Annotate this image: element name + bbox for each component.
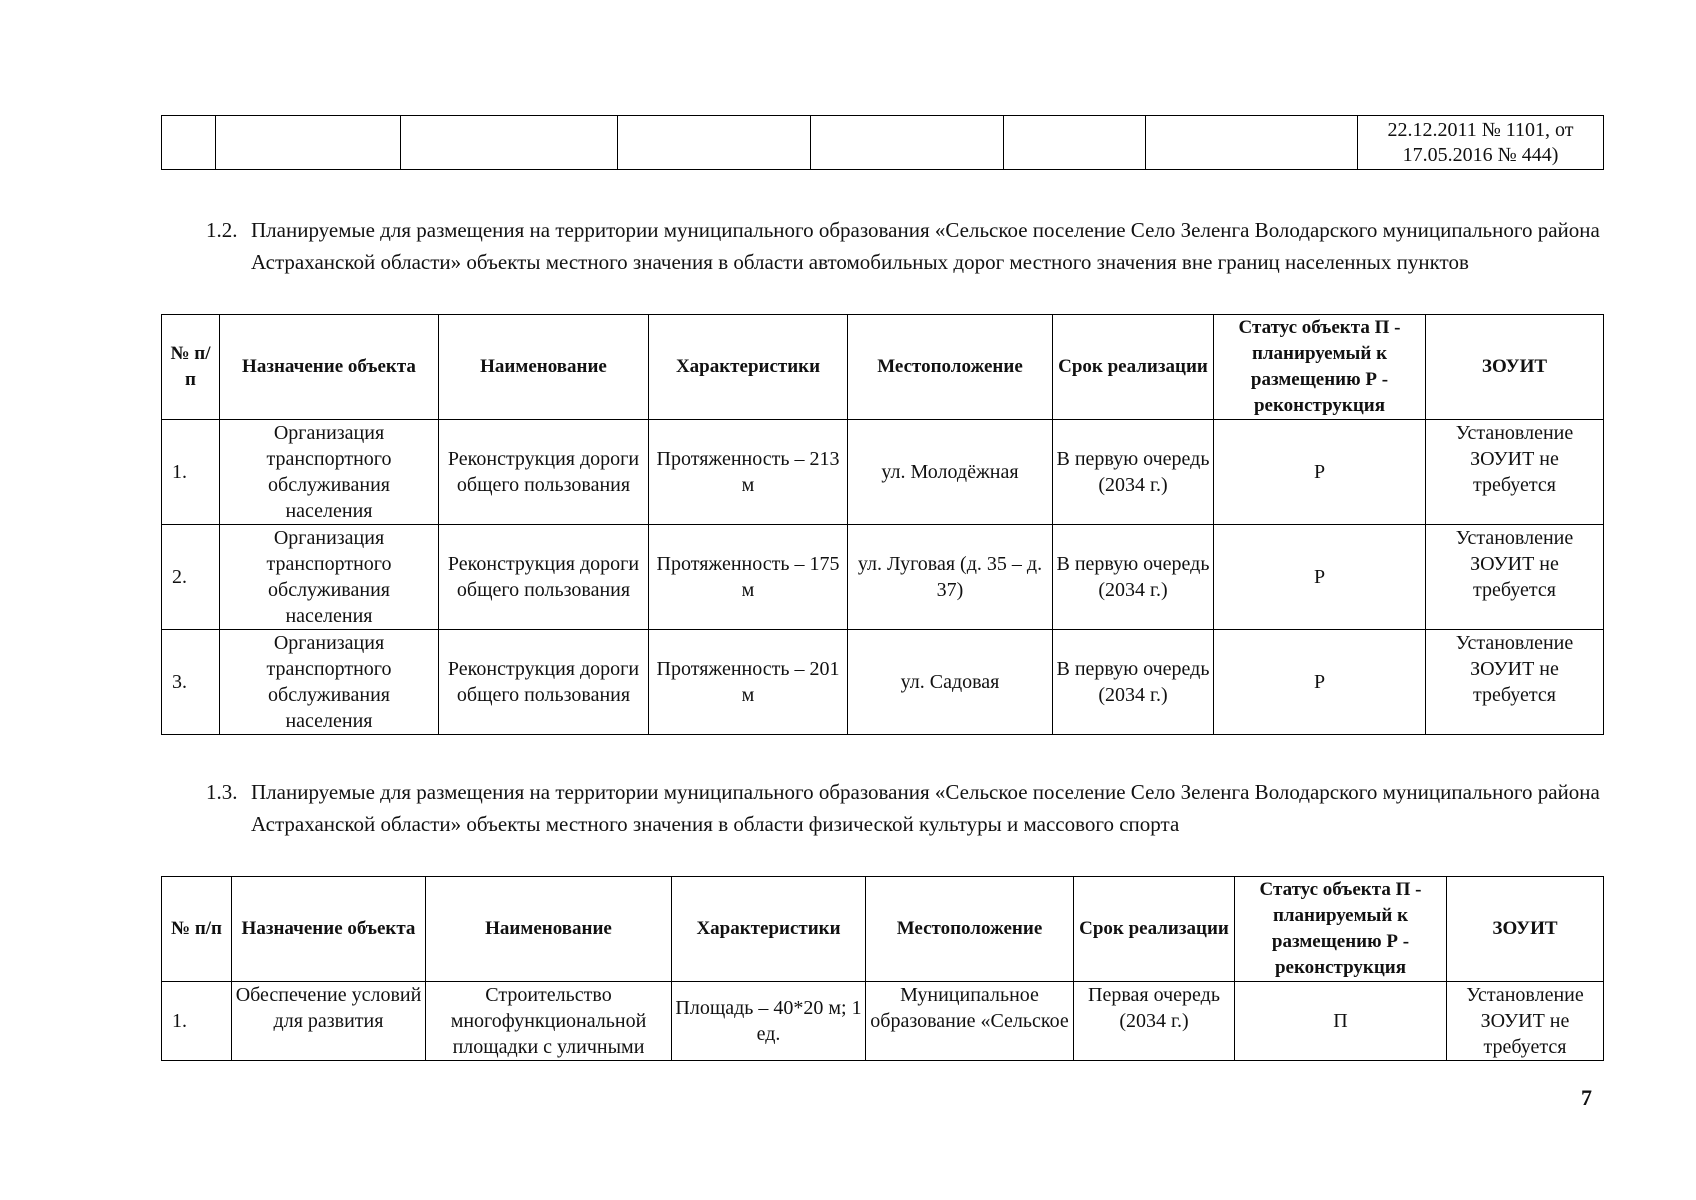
table-cell — [618, 116, 811, 170]
table-cell: 22.12.2011 № 1101, от 17.05.2016 № 444) — [1358, 116, 1604, 170]
table-row — [162, 525, 1604, 630]
col-header-term: Срок реализации — [1074, 877, 1235, 982]
cell-location: ул. Молодёжная — [848, 420, 1053, 525]
col-header-characteristics: Характеристики — [649, 315, 848, 420]
col-header-name: Наименование — [439, 315, 649, 420]
cell-purpose: Организация транспортного обслуживания населения — [220, 630, 439, 735]
cell-status: Р — [1214, 630, 1426, 735]
col-header-purpose: Назначение объекта — [232, 877, 426, 982]
roads-table — [161, 314, 1604, 735]
col-header-zouit: ЗОУИТ — [1426, 315, 1604, 420]
cell-characteristics: Протяженность – 213 м — [649, 420, 848, 525]
cell-location: Муниципальное образование «Сельское — [866, 982, 1074, 1061]
cell-number: 2. — [162, 525, 220, 630]
cell-name: Реконструкция дороги общего пользования — [439, 420, 649, 525]
section-number: 1.3. — [206, 780, 238, 804]
table-header-row — [162, 877, 1604, 982]
table-cell — [162, 116, 216, 170]
table-cell — [1146, 116, 1358, 170]
col-header-status: Статус объекта П - планируемый к размещению Р - реконструкция — [1214, 315, 1426, 420]
section-text: Планируемые для размещения на территории муниципального образования «Сельское поселение Село Зеленга Володарского муниципального района Астраханской области» объекты местного значения в области физической культуры и массового спорта — [251, 780, 1600, 836]
cell-characteristics: Площадь – 40*20 м; 1 ед. — [672, 982, 866, 1061]
cell-zouit: Установление ЗОУИТ не требуется — [1426, 420, 1604, 525]
col-header-term: Срок реализации — [1053, 315, 1214, 420]
col-header-number: № п/п — [162, 877, 232, 982]
page-number: 7 — [1581, 1085, 1592, 1110]
col-header-purpose: Назначение объекта — [220, 315, 439, 420]
section-number: 1.2. — [206, 218, 238, 242]
table-header-row — [162, 315, 1604, 420]
cell-number: 3. — [162, 630, 220, 735]
cell-name: Реконструкция дороги общего пользования — [439, 525, 649, 630]
cell-number: 1. — [162, 982, 232, 1061]
cell-purpose: Организация транспортного обслуживания населения — [220, 420, 439, 525]
cell-zouit: Установление ЗОУИТ не требуется — [1447, 982, 1604, 1061]
cell-purpose: Обеспечение условий для развития — [232, 982, 426, 1061]
table-row — [162, 116, 1604, 170]
section-text: Планируемые для размещения на территории муниципального образования «Сельское поселение Село Зеленга Володарского муниципального района Астраханской области» объекты местного значения в области автомобильных дорог местного значения вне границ населенных пунктов — [251, 218, 1600, 274]
col-header-location: Местоположение — [866, 877, 1074, 982]
section-1-2-caption — [206, 214, 1606, 278]
cell-zouit: Установление ЗОУИТ не требуется — [1426, 525, 1604, 630]
table-row — [162, 982, 1604, 1061]
table-cell — [216, 116, 401, 170]
cell-term: В первую очередь (2034 г.) — [1053, 420, 1214, 525]
table-cell — [1004, 116, 1146, 170]
col-header-status: Статус объекта П - планируемый к размещению Р - реконструкция — [1235, 877, 1447, 982]
cell-location: ул. Садовая — [848, 630, 1053, 735]
cell-characteristics: Протяженность – 175 м — [649, 525, 848, 630]
cell-status: Р — [1214, 420, 1426, 525]
table-cell — [401, 116, 618, 170]
cell-term: В первую очередь (2034 г.) — [1053, 525, 1214, 630]
col-header-location: Местоположение — [848, 315, 1053, 420]
cell-zouit: Установление ЗОУИТ не требуется — [1426, 630, 1604, 735]
cell-number: 1. — [162, 420, 220, 525]
table-cell — [811, 116, 1004, 170]
col-header-number: № п/п — [162, 315, 220, 420]
cell-term: Первая очередь (2034 г.) — [1074, 982, 1235, 1061]
table-row — [162, 420, 1604, 525]
col-header-characteristics: Характеристики — [672, 877, 866, 982]
table-row — [162, 630, 1604, 735]
cell-term: В первую очередь (2034 г.) — [1053, 630, 1214, 735]
previous-table-fragment — [161, 115, 1604, 170]
col-header-zouit: ЗОУИТ — [1447, 877, 1604, 982]
cell-name: Реконструкция дороги общего пользования — [439, 630, 649, 735]
section-1-3-caption — [206, 776, 1606, 840]
cell-status: Р — [1214, 525, 1426, 630]
cell-location: ул. Луговая (д. 35 – д. 37) — [848, 525, 1053, 630]
cell-purpose: Организация транспортного обслуживания населения — [220, 525, 439, 630]
cell-characteristics: Протяженность – 201 м — [649, 630, 848, 735]
col-header-name: Наименование — [426, 877, 672, 982]
cell-status: П — [1235, 982, 1447, 1061]
cell-name: Строительство многофункциональной площадки с уличными — [426, 982, 672, 1061]
sports-table — [161, 876, 1604, 1061]
